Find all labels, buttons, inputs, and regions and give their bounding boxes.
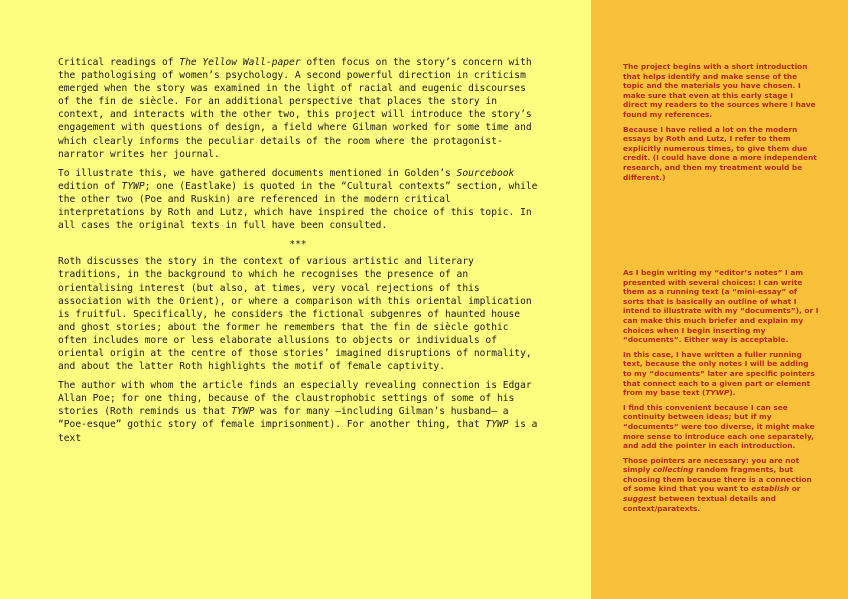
note-choices: As I begin writing my “editor’s notes” I am presented with several choices: I can write them as a running text (a “mini-essay” of sorts that is basically an outline of what I intend to illustrate with my “documents”), or I can make this much briefer and explain my choices when I begin inserting my “documents”. Either way is acceptable. [623,268,819,345]
italic-run: Sourcebook [456,167,515,179]
note-running-text: In this case, I have written a fuller running text, because the only notes I will be adding to my “documents” later are specific pointers that connect each to a given part or element from my base text (TYWP). [623,349,815,398]
note-continuity: I find this convenient because I can see continuity between ideas; but if my “documents” were too diverse, it might make more sense to introduce each one separately, and add the pointer in each introduction. [623,402,815,451]
main-text-column [58,56,538,451]
notes-group-editor [623,268,819,518]
note-references: Because I have relied a lot on the modern essays by Roth and Lutz, I refer to them explicitly numerous times, to give them due credit. (I could have done a more independent research, and then my treatment would be different.) [623,124,817,182]
section-separator: *** [289,239,307,251]
italic-run: suggest [623,494,657,504]
paragraph-documents: To illustrate this, we have gathered documents mentioned in Golden’s Sourcebook edition of TYWP; one (Eastlake) is quoted in the “Cultural contexts” section, while the other two (Poe and Ruskin) are referenced in the modern critical interpretations by Roth and Lutz, which have inspired the choice of this topic. In all cases the original texts in full have been consulted. [58,167,538,232]
italic-run: The Yellow Wall-paper [179,57,301,68]
notes-group-intro [623,62,819,187]
italic-run: TYWP [121,180,145,192]
italic-run: TYWP [485,419,509,431]
paragraph-poe: The author with whom the article finds an especially revealing connection is Edgar Allan Poe; for one thing, because of the claustrophobic settings of some of his stories (Roth reminds us that TYWP was for many —including Gilman’s husband— a “Poe-esque” gothic story of female imprisonment). For another thing, that TYWP is a text [58,380,538,444]
italic-run: establish [751,484,790,494]
italic-run: collecting [652,465,694,475]
paragraph-roth: Roth discusses the story in the context of various artistic and literary traditions, in the background to which he recognises the presence of an orientalising interest (but also, at times, very vocal rejections of this association with the Orient), or where a comparison with this oriental implication is fruitful. Specifically, he considers the fictional subgenres of haunted house and ghost stories; about the former he remembers that the fin de siècle gothic often includes more or less elaborate allusions to objects or individuals of oriental origin at the centre of those stories’ imagined disruptions of normality, and about the latter Roth highlights the motif of female captivity. [58,256,532,373]
note-introduction: The project begins with a short introduction that helps identify and make sense of the topic and the materials you have chosen. I make sure that even at this early stage I direct my readers to the sources where I have found my references. [623,62,816,119]
italic-run: TYWP [231,406,255,418]
paragraph-introduction: Critical readings of The Yellow Wall-paper often focus on the story’s concern with the pathologising of women’s psychology. A second powerful direction in criticism emerged when the story was examined in the light of racial and eugenic discourses of the fin de siècle. For an additional perspective that places the story in context, and interacts with the other two, this project will introduce the story’s engagement with questions of design, a field where Gilman worked for some time and which clearly informs the peculiar details of the room where the protagonist-narrator writes her journal. [58,57,532,160]
note-pointers: Those pointers are necessary: you are not simply collecting random fragments, but choosing them because there is a connection of some kind that you want to establish or suggest between textual details and context/paratexts. [623,455,812,513]
italic-run: TYWP [705,388,730,398]
